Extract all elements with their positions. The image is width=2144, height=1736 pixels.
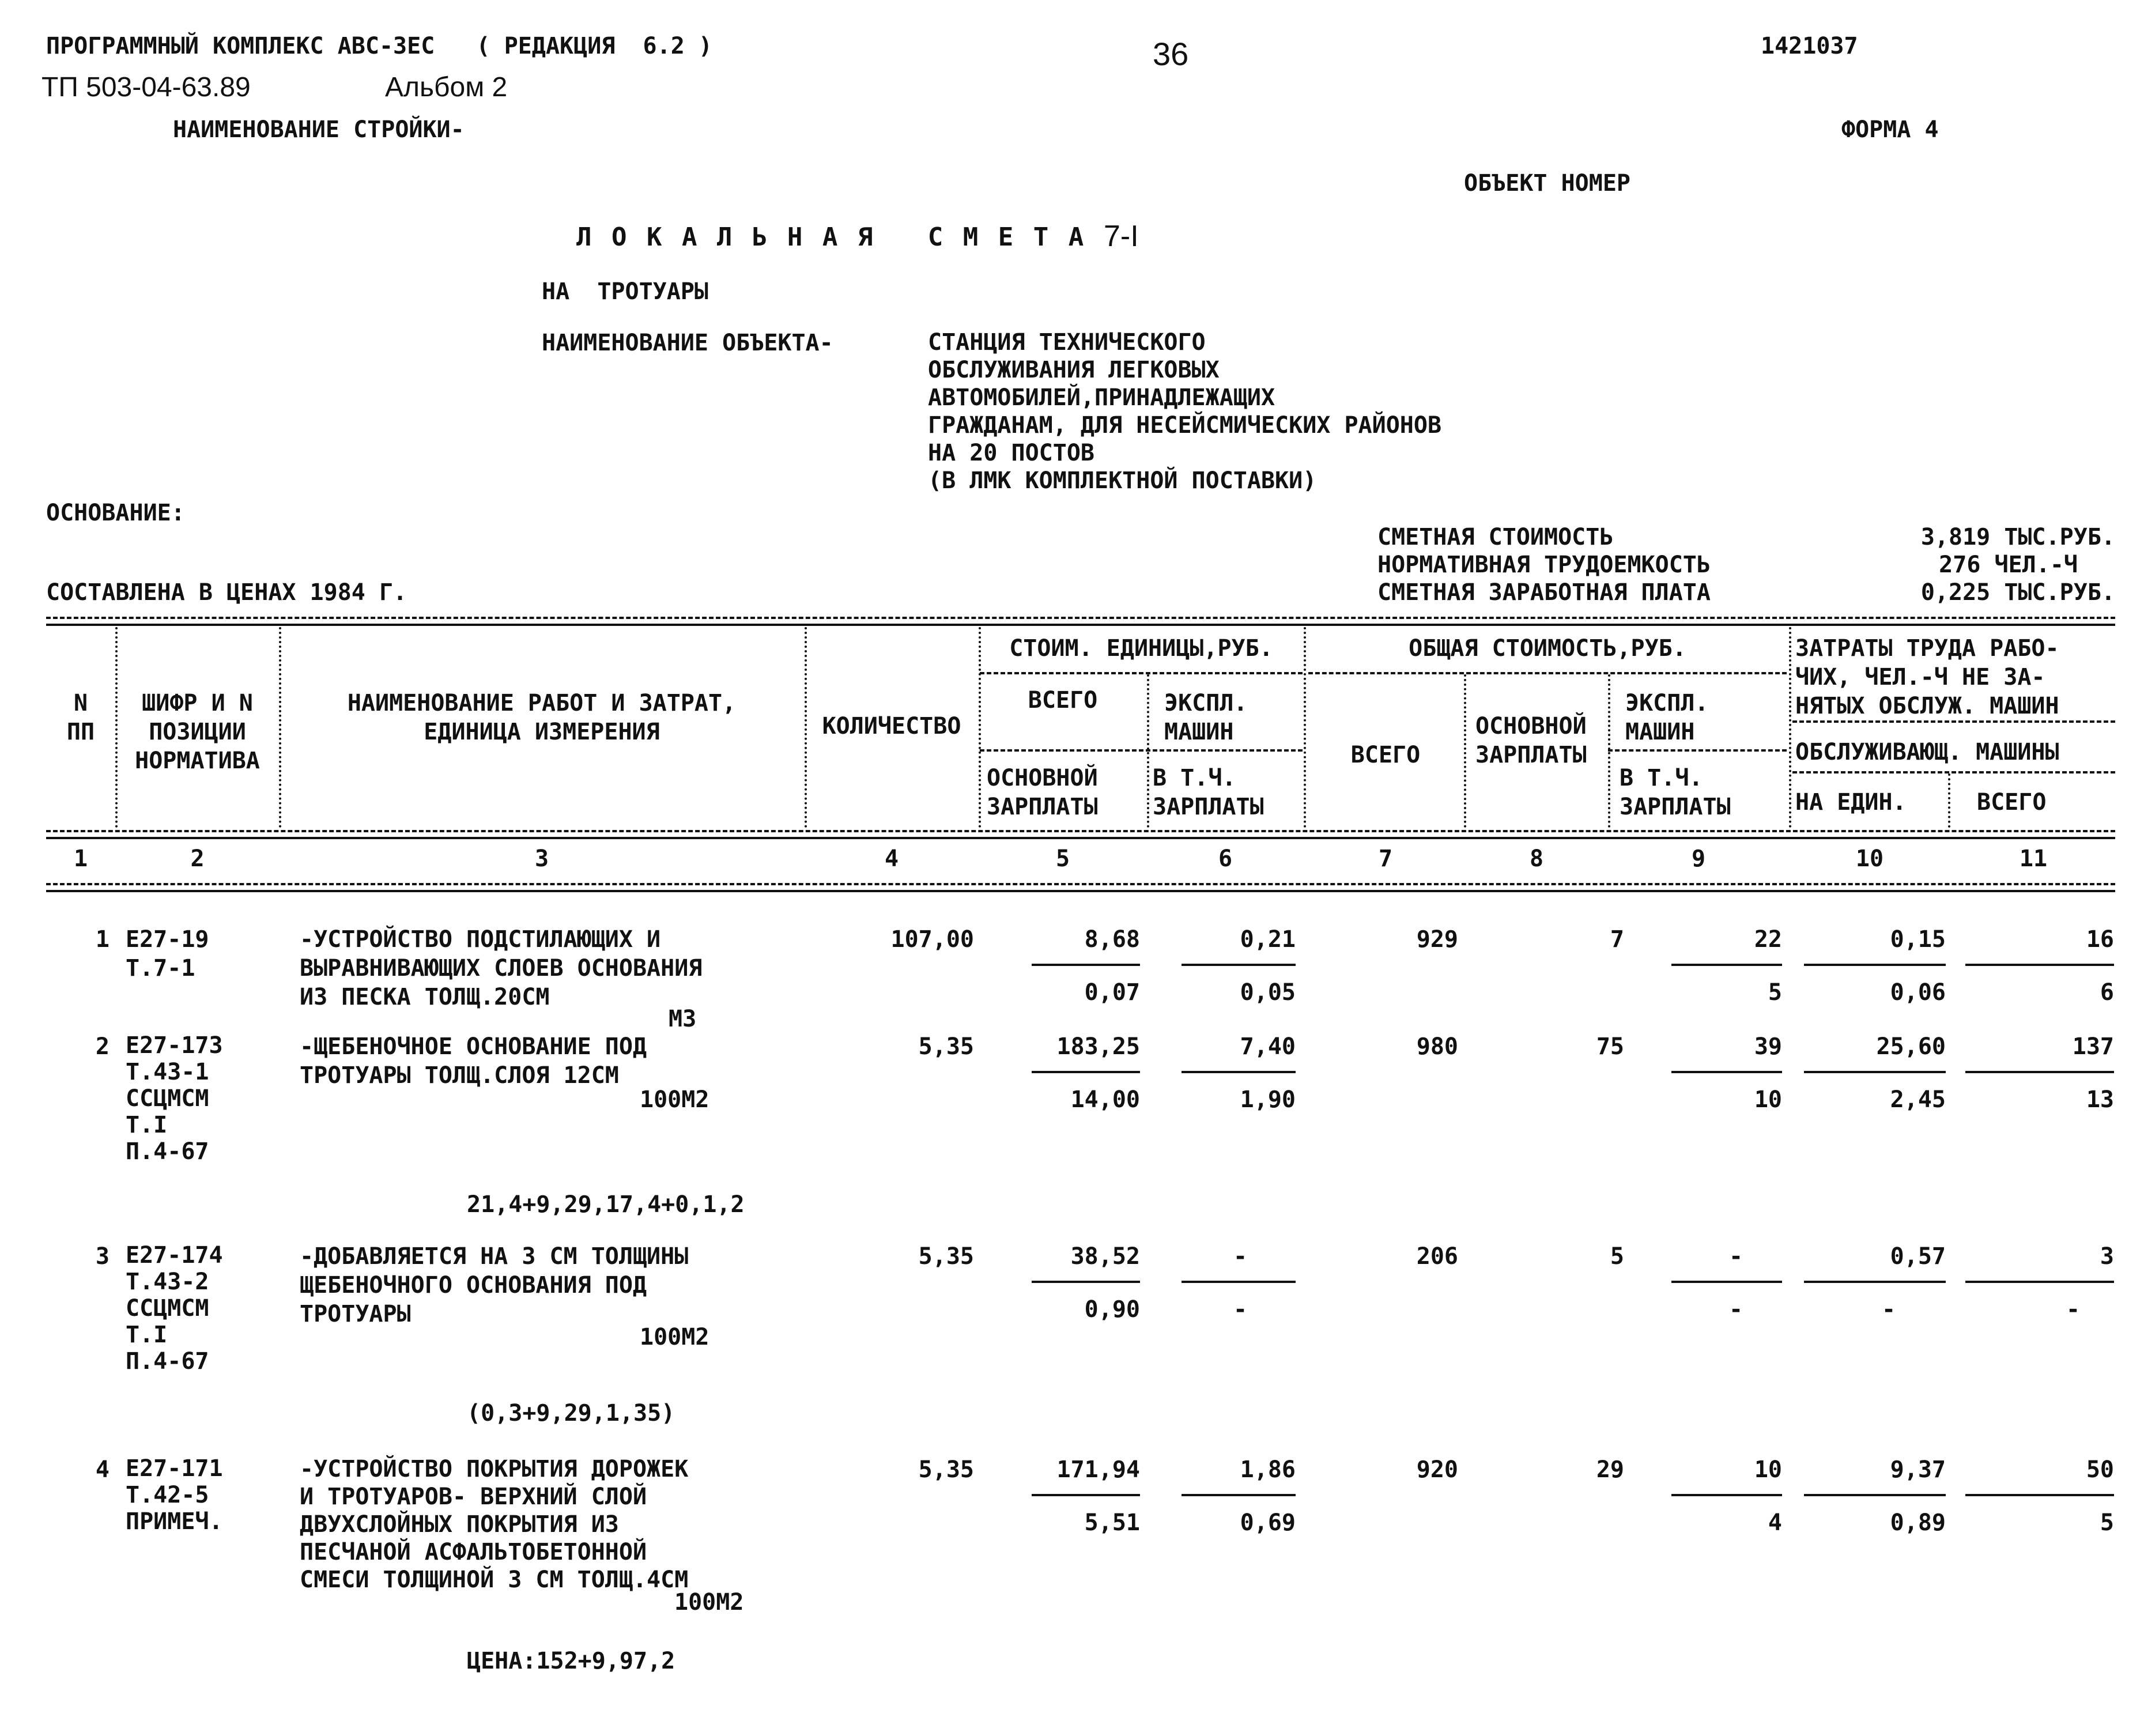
row-rule: [1032, 964, 1140, 966]
row-labor-total: 16: [2086, 926, 2114, 953]
program-info: ПРОГРАММНЫЙ КОМПЛЕКС АВС-ЗЕС ( РЕДАКЦИЯ 6.2 ): [46, 33, 712, 59]
row-unit: М3: [669, 1006, 697, 1032]
row-unit: 100М2: [674, 1589, 744, 1616]
row-rule: [1671, 964, 1782, 966]
row-labor-total: 50: [2086, 1456, 2114, 1483]
row-rule: [1182, 1281, 1296, 1283]
row-labor-machines-total: 13: [2086, 1086, 2114, 1113]
object-label: НАИМЕНОВАНИЕ ОБЪЕКТА-: [542, 330, 833, 356]
table-top-rule-2: [46, 624, 2115, 626]
page-number: 36: [1153, 36, 1189, 72]
row-formula: ЦЕНА:152+9,97,2: [467, 1648, 675, 1674]
unit-cost-rule: [980, 672, 1303, 674]
col-header-10: НА ЕДИН.: [1795, 789, 1907, 816]
row-rule: [1965, 1494, 2114, 1496]
row-rule: [1804, 1281, 1946, 1283]
summary-label-wages: СМЕТНАЯ ЗАРАБОТНАЯ ПЛАТА: [1377, 579, 1711, 606]
col-sep: [1789, 627, 1791, 828]
summary-value-labor: 276 ЧЕЛ.-Ч: [1939, 552, 2078, 578]
row-labor-unit: 25,60: [1876, 1033, 1946, 1060]
labor-header: ЗАТРАТЫ ТРУДА РАБО- ЧИХ, ЧЕЛ.-Ч НЕ ЗА- НЯТЫХ ОБСЛУЖ. МАШИН: [1795, 635, 2059, 719]
document-number: 1421037: [1761, 33, 1858, 59]
row-unit-wages: 14,00: [1070, 1086, 1140, 1113]
col-header-6-bottom: В Т.Ч. ЗАРПЛАТЫ: [1153, 765, 1264, 820]
row-labor-total: 137: [2072, 1033, 2114, 1060]
row-total-machines: 10: [1754, 1456, 1782, 1483]
summary-label-cost: СМЕТНАЯ СТОИМОСТЬ: [1377, 524, 1614, 550]
row-unit-wages: 0,07: [1084, 979, 1140, 1006]
row-unit-total: 183,25: [1056, 1033, 1140, 1060]
row-rule: [1032, 1071, 1140, 1073]
summary-label-labor: НОРМАТИВНАЯ ТРУДОЕМКОСТЬ: [1377, 552, 1711, 578]
row-total: 929: [1416, 926, 1458, 953]
col-number: 9: [1691, 846, 1706, 872]
row-rule: [1032, 1281, 1140, 1283]
row-number: 3: [95, 1243, 110, 1270]
estimate-title: Л О К А Л Ь Н А Я С М Е Т А: [576, 222, 1086, 252]
row-total-machines-wages: -: [1729, 1296, 1743, 1323]
row-total-machines-wages: 4: [1768, 1509, 1782, 1536]
col-number: 4: [884, 846, 899, 872]
row-rule: [1965, 964, 2114, 966]
row-rule: [1671, 1494, 1782, 1496]
row-total-machines: 22: [1754, 926, 1782, 953]
labor-rule-2: [1792, 771, 2115, 773]
row-total-machines-wages: 10: [1754, 1086, 1782, 1113]
row-rule: [1182, 1494, 1296, 1496]
row-labor-unit: 0,15: [1890, 926, 1946, 953]
machines-mid-rule: [1608, 749, 1787, 752]
row-labor-machines-unit: 0,89: [1890, 1509, 1946, 1536]
row-labor-machines-total: 5: [2100, 1509, 2114, 1536]
col-header-8: ОСНОВНОЙ ЗАРПЛАТЫ: [1475, 713, 1587, 768]
row-code: Е27-19 Т.7-1: [126, 926, 209, 982]
col-header-4: КОЛИЧЕСТВО: [822, 713, 961, 739]
row-unit-machines-wages: 0,69: [1240, 1509, 1296, 1536]
row-number: 1: [95, 926, 110, 953]
row-labor-machines-unit: 2,45: [1890, 1086, 1946, 1113]
summary-value-wages: 0,225 ТЫС.РУБ.: [1920, 579, 2115, 606]
col-number: 10: [1855, 846, 1884, 872]
row-unit-machines-wages: 0,05: [1240, 979, 1296, 1006]
row-unit-wages: 0,90: [1084, 1296, 1140, 1323]
row-quantity: 5,35: [918, 1456, 974, 1483]
prices-label: СОСТАВЛЕНА В ЦЕНАХ 1984 Г.: [46, 579, 407, 606]
row-unit-machines-wages: 1,90: [1240, 1086, 1296, 1113]
row-name: -УСТРОЙСТВО ПОКРЫТИЯ ДОРОЖЕК И ТРОТУАРОВ- ВЕРХНИЙ СЛОЙ ДВУХСЛОЙНЫХ ПОКРЫТИЯ ИЗ ПЕСЧАНОЙ АСФАЛЬТОБЕТОННОЙ СМЕСИ ТОЛЩИНОЙ 3 СМ ТОЛЩ.4СМ: [300, 1456, 689, 1593]
col-number: 11: [2019, 846, 2048, 872]
total-cost-rule: [1308, 672, 1787, 674]
row-code: Е27-174 Т.43-2 ССЦМСМ Т.I П.4-67: [126, 1242, 223, 1375]
row-labor-machines-unit: -: [1882, 1296, 1896, 1323]
col-header-7: ВСЕГО: [1350, 742, 1421, 768]
col-number: 8: [1529, 846, 1544, 872]
col-header-3: НАИМЕНОВАНИЕ РАБОТ И ЗАТРАТ, ЕДИНИЦА ИЗМЕРЕНИЯ: [347, 690, 737, 745]
row-unit-machines-wages: -: [1233, 1296, 1248, 1323]
row-name: -УСТРОЙСТВО ПОДСТИЛАЮЩИХ И ВЫРАВНИВАЮЩИХ СЛОЕВ ОСНОВАНИЯ ИЗ ПЕСКА ТОЛЩ.20СМ: [300, 926, 703, 1010]
col-header-5-top: ВСЕГО: [1028, 687, 1098, 714]
col-header-9-bottom: В Т.Ч. ЗАРПЛАТЫ: [1620, 765, 1731, 820]
row-formula: 21,4+9,29,17,4+0,1,2: [467, 1191, 745, 1218]
row-unit-machines: 0,21: [1240, 926, 1296, 953]
form-label: ФОРМА 4: [1841, 116, 1939, 143]
row-total-machines: -: [1729, 1243, 1743, 1270]
row-rule: [1804, 1494, 1946, 1496]
numbers-bottom-rule: [46, 883, 2115, 885]
table-top-rule: [46, 617, 2115, 619]
row-labor-machines-total: 6: [2100, 979, 2114, 1006]
row-number: 4: [95, 1456, 110, 1483]
labor-rule-1: [1792, 720, 2115, 723]
row-total-wages: 5: [1610, 1243, 1624, 1270]
row-unit-machines: 7,40: [1240, 1033, 1296, 1060]
labor-machines-header: ОБСЛУЖИВАЮЩ. МАШИНЫ: [1795, 739, 2059, 765]
row-labor-total: 3: [2100, 1243, 2114, 1270]
col-sep: [805, 627, 807, 828]
row-unit-wages: 5,51: [1084, 1509, 1140, 1536]
row-labor-unit: 9,37: [1890, 1456, 1946, 1483]
row-name: -ЩЕБЕНОЧНОЕ ОСНОВАНИЕ ПОД ТРОТУАРЫ ТОЛЩ.СЛОЯ 12СМ: [300, 1033, 647, 1089]
col-header-9-top: ЭКСПЛ. МАШИН: [1625, 690, 1709, 745]
object-name: СТАНЦИЯ ТЕХНИЧЕСКОГО ОБСЛУЖИВАНИЯ ЛЕГКОВЫХ АВТОМОБИЛЕЙ,ПРИНАДЛЕЖАЩИХ ГРАЖДАНАМ, ДЛЯ НЕСЕЙСМИЧЕСКИХ РАЙОНОВ НА 20 ПОСТОВ (В ЛМК КОМПЛЕКТНОЙ ПОСТАВКИ): [928, 329, 1442, 494]
col-sep: [115, 627, 118, 828]
row-unit-machines: 1,86: [1240, 1456, 1296, 1483]
row-unit-total: 38,52: [1070, 1243, 1140, 1270]
row-total-wages: 75: [1596, 1033, 1624, 1060]
col-number: 3: [534, 846, 549, 872]
row-unit-machines: -: [1233, 1243, 1248, 1270]
unit-cost-header: СТОИМ. ЕДИНИЦЫ,РУБ.: [1009, 635, 1273, 662]
col-number: 1: [73, 846, 88, 872]
row-rule: [1032, 1494, 1140, 1496]
col-header-6-top: ЭКСПЛ. МАШИН: [1164, 690, 1248, 745]
row-number: 2: [95, 1033, 110, 1060]
object-number-label: ОБЪЕКТ НОМЕР: [1464, 170, 1630, 197]
row-rule: [1804, 1071, 1946, 1073]
col-sep: [1464, 674, 1466, 828]
unit-cost-mid-rule: [980, 749, 1303, 752]
row-formula: (0,3+9,29,1,35): [467, 1400, 675, 1426]
col-number: 5: [1055, 846, 1070, 872]
col-sep: [1147, 674, 1149, 828]
col-number: 7: [1378, 846, 1393, 872]
estimate-subject: НА ТРОТУАРЫ: [542, 278, 708, 305]
row-total-wages: 29: [1596, 1456, 1624, 1483]
numbers-bottom-rule-2: [46, 890, 2115, 892]
row-total: 206: [1416, 1243, 1458, 1270]
row-unit: 100М2: [640, 1324, 709, 1350]
col-header-11: ВСЕГО: [1977, 789, 2047, 816]
row-unit: 100М2: [640, 1086, 709, 1113]
row-rule: [1965, 1071, 2114, 1073]
row-unit-total: 8,68: [1084, 926, 1140, 953]
row-unit-total: 171,94: [1056, 1456, 1140, 1483]
row-code: Е27-173 Т.43-1 ССЦМСМ Т.I П.4-67: [126, 1032, 223, 1165]
col-sep: [1948, 773, 1950, 828]
row-total-machines-wages: 5: [1768, 979, 1782, 1006]
row-rule: [1182, 964, 1296, 966]
row-total-wages: 7: [1610, 926, 1624, 953]
summary-value-cost: 3,819 ТЫС.РУБ.: [1920, 524, 2115, 550]
col-number: 2: [190, 846, 205, 872]
row-total-machines: 39: [1754, 1033, 1782, 1060]
col-header-2: ШИФР И N ПОЗИЦИИ НОРМАТИВА: [135, 690, 260, 774]
row-quantity: 107,00: [890, 926, 974, 953]
row-total: 980: [1416, 1033, 1458, 1060]
row-labor-machines-total: -: [2066, 1296, 2081, 1323]
row-total: 920: [1416, 1456, 1458, 1483]
header-bottom-rule: [46, 830, 2115, 832]
header-bottom-rule-2: [46, 837, 2115, 839]
col-number: 6: [1218, 846, 1233, 872]
col-sep: [1608, 674, 1610, 828]
col-header-1: N ПП: [66, 690, 95, 745]
row-rule: [1671, 1071, 1782, 1073]
album-label: Альбом 2: [385, 72, 508, 103]
basis-label: ОСНОВАНИЕ:: [46, 500, 185, 526]
row-quantity: 5,35: [918, 1243, 974, 1270]
col-sep: [1304, 627, 1306, 828]
row-rule: [1182, 1071, 1296, 1073]
project-code: ТП 503-04-63.89: [41, 72, 251, 103]
row-rule: [1804, 964, 1946, 966]
estimate-number: 7-I: [1104, 220, 1139, 253]
total-cost-header: ОБЩАЯ СТОИМОСТЬ,РУБ.: [1409, 635, 1686, 662]
row-quantity: 5,35: [918, 1033, 974, 1060]
col-sep: [279, 627, 281, 828]
row-rule: [1965, 1281, 2114, 1283]
row-name: -ДОБАВЛЯЕТСЯ НА 3 СМ ТОЛЩИНЫ ЩЕБЕНОЧНОГО ОСНОВАНИЯ ПОД ТРОТУАРЫ: [300, 1243, 689, 1327]
col-header-5-bottom: ОСНОВНОЙ ЗАРПЛАТЫ: [987, 765, 1098, 820]
row-labor-machines-unit: 0,06: [1890, 979, 1946, 1006]
construction-label: НАИМЕНОВАНИЕ СТРОЙКИ-: [173, 116, 465, 143]
row-rule: [1671, 1281, 1782, 1283]
row-code: Е27-171 Т.42-5 ПРИМЕЧ.: [126, 1455, 223, 1535]
row-labor-unit: 0,57: [1890, 1243, 1946, 1270]
